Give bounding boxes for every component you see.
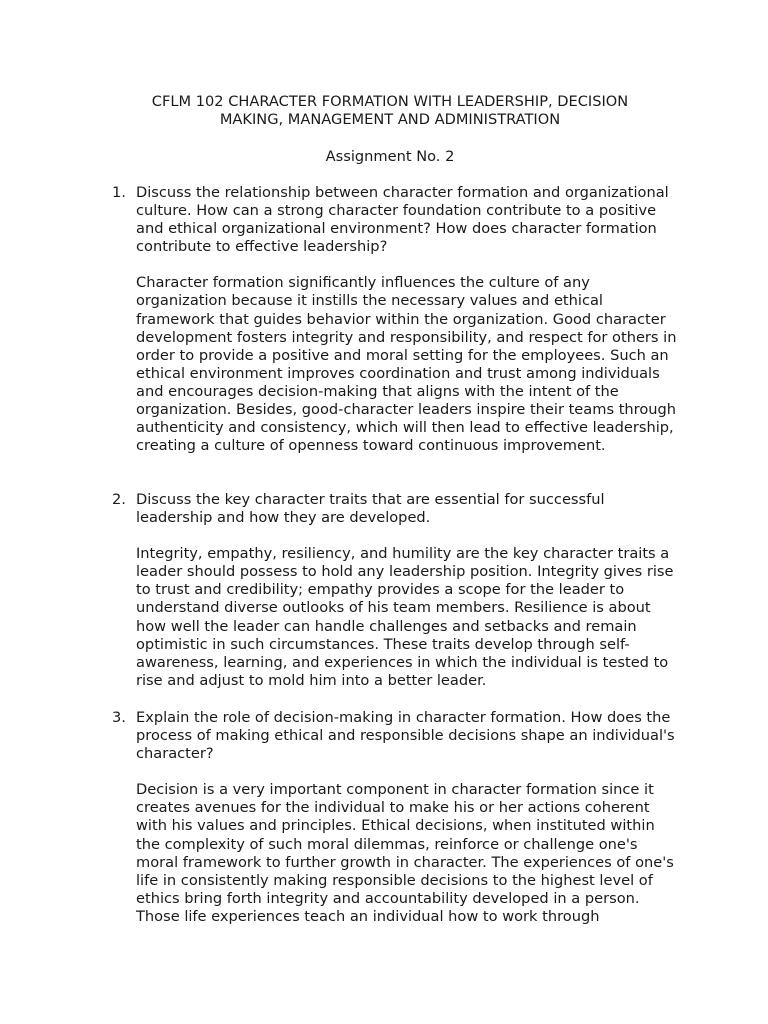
assignment-number: Assignment No. 2 xyxy=(325,148,455,165)
item-number: 3. xyxy=(112,709,126,726)
answer-3: Decision is a very important component in character formation since it creates avenues for the individual to make his or her actions coherent with his values and principles. Ethical decisions, when instituted within the complexity of such moral dilemmas, reinforce or challenge one's moral framework to further growth in character. The experiences of one's life in consistently making responsible decisions to the highest level of ethics bring forth integrity and accountability developed in a person. Those life experiences teach an individual how to work through xyxy=(136,781,674,925)
answer-2: Integrity, empathy, resiliency, and humility are the key character traits a leader should possess to hold any leadership position. Integrity gives rise to trust and credibility; empathy provides a scope for the leader to understand diverse outlooks of his team members. Resilience is about how well the leader can handle challenges and setbacks and remain optimistic in such circumstances. These traits develop through self-awareness, learning, and experiences in which the individual is tested to rise and adjust to mold him into a better leader. xyxy=(136,545,674,689)
list-item-2 xyxy=(112,491,680,690)
question-1: Discuss the relationship between character formation and organizational culture. How can a strong character foundation contribute to a positive and ethical organizational environment? How does character formation contribute to effective leadership? xyxy=(136,184,669,256)
item-number: 1. xyxy=(112,184,126,201)
question-3: Explain the role of decision-making in character formation. How does the process of making ethical and responsible decisions shape an individual's character? xyxy=(136,709,675,763)
list-item-1 xyxy=(112,184,680,455)
answer-1: Character formation significantly influences the culture of any organization because it instills the necessary values and ethical framework that guides behavior within the organization. Good character development fosters integrity and responsibility, and respect for others in order to provide a positive and moral setting for the employees. Such an ethical environment improves coordination and trust among individuals and encourages decision-making that aligns with the intent of the organization. Besides, good-character leaders inspire their teams through authenticity and consistency, which will then lead to effective leadership, creating a culture of openness toward continuous improvement. xyxy=(136,274,677,455)
list-item-3 xyxy=(112,709,680,926)
document-title: CFLM 102 CHARACTER FORMATION WITH LEADERSHIP, DECISION MAKING, MANAGEMENT AND ADMINISTRATION xyxy=(151,93,629,129)
item-number: 2. xyxy=(112,491,126,508)
question-2: Discuss the key character traits that are essential for successful leadership and how they are developed. xyxy=(136,491,605,527)
